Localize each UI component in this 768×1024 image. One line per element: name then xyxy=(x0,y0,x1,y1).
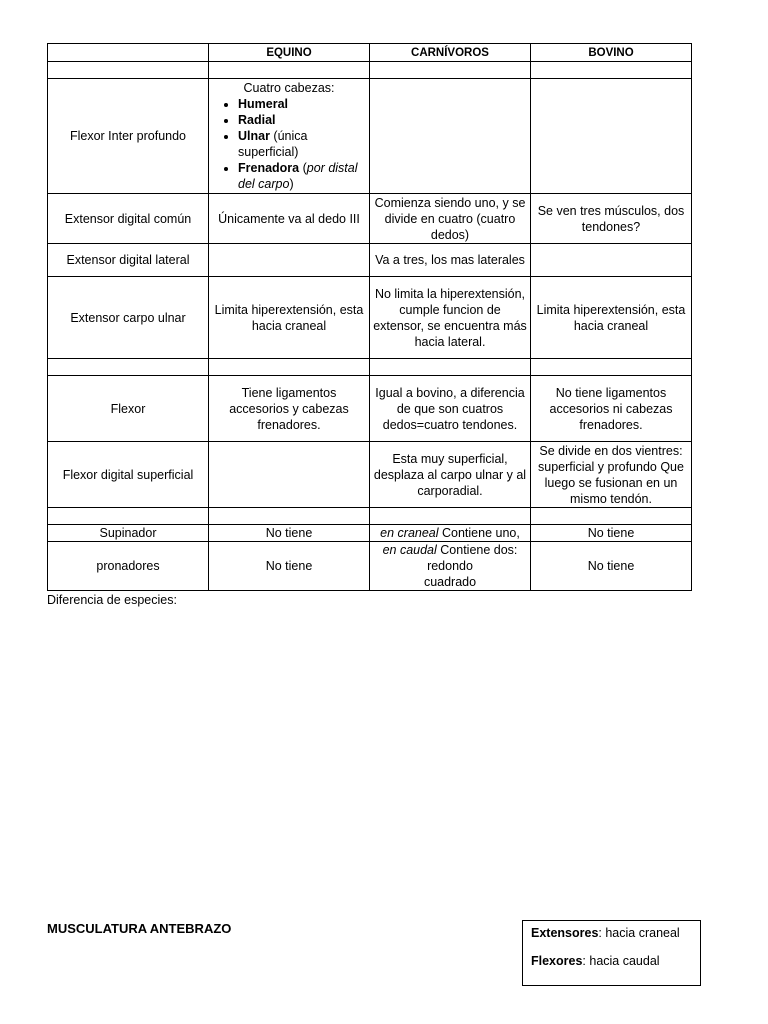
cell-equino xyxy=(209,442,370,508)
table-row xyxy=(48,194,692,244)
table-row xyxy=(48,79,692,194)
table-row-empty xyxy=(48,62,692,79)
row-label: Extensor digital común xyxy=(48,194,209,244)
cell-carnivoros: en craneal Contiene uno, xyxy=(370,525,531,542)
table-row-empty xyxy=(48,359,692,376)
cell-bovino: Limita hiperextensión, esta hacia craneal xyxy=(531,277,692,359)
species-difference-text: Diferencia de especies: xyxy=(47,593,177,607)
cell-bovino: No tiene xyxy=(531,525,692,542)
cell-equino: Limita hiperextensión, esta hacia craneal xyxy=(209,277,370,359)
heads-intro: Cuatro cabezas: xyxy=(243,81,335,95)
list-item: • Frenadora (por distal del carpo) xyxy=(238,160,366,192)
row-label: pronadores xyxy=(48,542,209,591)
cell-equino: Tiene ligamentos accesorios y cabezas frenadores. xyxy=(209,376,370,442)
cell-bovino: No tiene xyxy=(531,542,692,591)
table-row xyxy=(48,376,692,442)
list-item: • Radial xyxy=(238,112,366,128)
cell-bovino xyxy=(531,244,692,277)
row-label: Flexor digital superficial xyxy=(48,442,209,508)
cell-carnivoros: Comienza siendo uno, y se divide en cuatro (cuatro dedos) xyxy=(370,194,531,244)
row-label: Extensor carpo ulnar xyxy=(48,277,209,359)
cell-equino: No tiene xyxy=(209,542,370,591)
list-item: • Humeral xyxy=(238,96,366,112)
cell-carnivoros: Igual a bovino, a diferencia de que son cuatros dedos=cuatro tendones. xyxy=(370,376,531,442)
table-row xyxy=(48,542,692,591)
row-label: Supinador xyxy=(48,525,209,542)
cell-carnivoros: en caudal Contiene dos: redondo cuadrado xyxy=(370,542,531,591)
cell-carnivoros xyxy=(370,79,531,194)
cell-carnivoros: Esta muy superficial, desplaza al carpo ulnar y al carporadial. xyxy=(370,442,531,508)
cell-carnivoros: Va a tres, los mas laterales xyxy=(370,244,531,277)
row-label: Flexor xyxy=(48,376,209,442)
cell-equino: Únicamente va al dedo III xyxy=(209,194,370,244)
header-equino: EQUINO xyxy=(209,44,370,62)
cell-bovino: Se ven tres músculos, dos tendones? xyxy=(531,194,692,244)
cell-equino: No tiene xyxy=(209,525,370,542)
header-bovino: BOVINO xyxy=(531,44,692,62)
table-row xyxy=(48,277,692,359)
legend-box xyxy=(522,920,701,986)
row-label: Extensor digital lateral xyxy=(48,244,209,277)
heads-list xyxy=(212,80,366,192)
legend-extensores: Extensores: hacia craneal xyxy=(531,926,680,940)
cell-bovino: No tiene ligamentos accesorios ni cabezas frenadores. xyxy=(531,376,692,442)
table-row-empty xyxy=(48,508,692,525)
list-item: • Ulnar (única superficial) xyxy=(238,128,366,160)
header-row xyxy=(48,44,692,62)
table-row xyxy=(48,244,692,277)
row-label: Flexor Inter profundo xyxy=(48,79,209,194)
cell-bovino xyxy=(531,79,692,194)
header-carnivoros: CARNÍVOROS xyxy=(370,44,531,62)
legend-flexores: Flexores: hacia caudal xyxy=(531,954,660,968)
header-cell-blank xyxy=(48,44,209,62)
cell-equino xyxy=(209,79,370,194)
cell-equino xyxy=(209,244,370,277)
table-row xyxy=(48,442,692,508)
section-title: MUSCULATURA ANTEBRAZO xyxy=(47,921,232,936)
table-row xyxy=(48,525,692,542)
comparison-table xyxy=(47,43,692,591)
cell-bovino: Se divide en dos vientres: superficial y profundo Que luego se fusionan en un mismo tendón. xyxy=(531,442,692,508)
cell-carnivoros: No limita la hiperextensión, cumple funcion de extensor, se encuentra más hacia lateral. xyxy=(370,277,531,359)
